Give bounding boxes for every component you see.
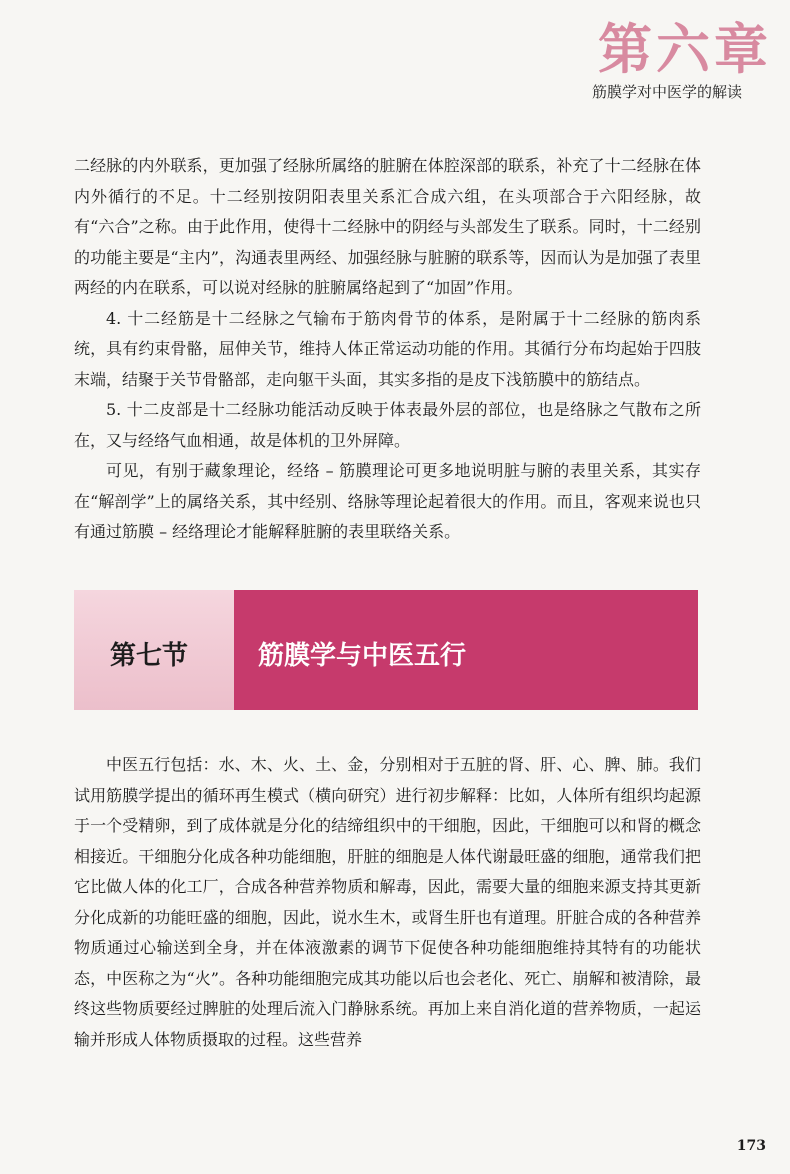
- body-text-lower: [74, 750, 701, 1055]
- body-text-upper: [74, 151, 701, 548]
- chapter-subtitle: 筋膜学对中医学的解读: [591, 83, 742, 101]
- section-banner: [74, 590, 698, 710]
- paragraph: 可见，有别于藏象理论，经络 – 筋膜理论可更多地说明脏与腑的表里关系，其实存在“解剖学”上的属络关系，其中经别、络脉等理论起着很大的作用。而且，客观来说也只有通过筋膜 – 经络理论才能解释脏腑的表里联络关系。: [74, 461, 701, 541]
- paragraph: 二经脉的内外联系，更加强了经脉所属络的脏腑在体腔深部的联系，补充了十二经脉在体内外循行的不足。十二经别按阴阳表里关系汇合成六组，在头项部合于六阳经脉，故有“六合”之称。由于此作用，使得十二经脉中的阴经与头部发生了联系。同时，十二经别的功能主要是“主内”，沟通表里两经、加强经脉与脏腑的联系等，因而认为是加强了表里两经的内在联系，可以说对经脉的脏腑属络起到了“加固”作用。: [74, 156, 701, 297]
- section-number-panel: [74, 590, 234, 710]
- paragraph: 5. 十二皮部是十二经脉功能活动反映于体表最外层的部位，也是络脉之气散布之所在，又与经络气血相通，故是体机的卫外屏障。: [74, 400, 701, 450]
- section-number: 第七节: [110, 641, 189, 671]
- chapter-header: [592, 18, 772, 102]
- section-title-panel: [234, 590, 698, 710]
- paragraph: 4. 十二经筋是十二经脉之气输布于筋肉骨节的体系，是附属于十二经脉的筋肉系统，具有约束骨骼，屈伸关节，维持人体正常运动功能的作用。其循行分布均起始于四肢末端，结聚于关节骨骼部，走向躯干头面，其实多指的是皮下浅筋膜中的筋结点。: [74, 308, 701, 389]
- page-number: 173: [736, 1138, 766, 1154]
- section-title: 筋膜学与中医五行: [258, 641, 467, 671]
- paragraph: 中医五行包括：水、木、火、土、金，分别相对于五脏的肾、肝、心、脾、肺。我们试用筋膜学提出的循环再生模式（横向研究）进行初步解释：比如，人体所有组织均起源于一个受精卵，到了成体就是分化的结缔组织中的干细胞，因此，干细胞可以和肾的概念相接近。干细胞分化成各种功能细胞，肝脏的细胞是人体代谢最旺盛的细胞，通常我们把它比做人体的化工厂，合成各种营养物质和解毒，因此，需要大量的细胞来源支持其更新分化成新的功能旺盛的细胞，因此，说水生木，或肾生肝也有道理。肝脏合成的各种营养物质通过心输送到全身，并在体液激素的调节下促使各种功能细胞维持其特有的功能状态，中医称之为“火”。各种功能细胞完成其功能以后也会老化、死亡、崩解和被清除，最终这些物质要经过脾脏的处理后流入门静脉系统。再加上来自消化道的营养物质，一起运输并形成人体物质摄取的过程。这些营养: [74, 755, 701, 1049]
- chapter-title: 第六章: [598, 17, 772, 81]
